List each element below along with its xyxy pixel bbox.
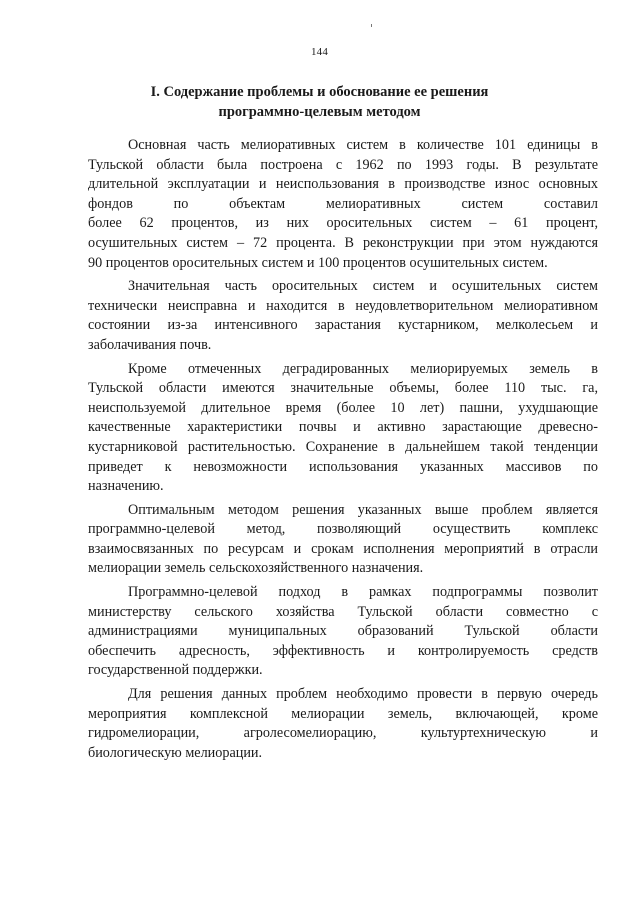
text-line: заболачивания почв.: [88, 336, 212, 353]
paragraph-4: [88, 501, 598, 579]
text-line: взаимосвязанных по ресурсам и срокам исполнения мероприятий в отрасли: [88, 540, 598, 557]
section-heading: [0, 82, 639, 122]
text-line: фондов по объектам мелиоративных систем составил: [88, 195, 598, 212]
text-line: кустарниковой растительностью. Сохранение в дальнейшем такой тенденции: [88, 438, 598, 455]
text-line: Программно-целевой подход в рамках подпрограммы позволит: [128, 584, 598, 601]
text-line: Значительная часть оросительных систем и осушительных систем: [128, 278, 598, 295]
page-number: 144: [310, 46, 329, 58]
text-line: Оптимальным методом решения указанных выше проблем является: [128, 501, 598, 518]
text-line: Тульской области была построена с 1962 по 1993 годы. В результате: [88, 156, 598, 173]
paragraph-6: [88, 685, 598, 763]
text-line: обеспечить адресность, эффективность и контролируемость средств: [88, 642, 598, 659]
text-line: длительной эксплуатации и неиспользования в производстве износ основных: [88, 176, 598, 193]
text-line: осушительных систем – 72 процента. В реконструкции при этом нуждаются: [88, 234, 598, 251]
text-line: Для решения данных проблем необходимо провести в первую очередь: [128, 686, 598, 703]
text-line: технически неисправна и находится в неудовлетворительном мелиоративном: [88, 297, 598, 314]
section-heading-line-2: программно-целевым методом: [218, 104, 421, 120]
text-line: государственной поддержки.: [88, 662, 263, 679]
body-text: [88, 136, 598, 767]
text-line: биологическую мелиорации.: [88, 744, 263, 761]
text-line: Кроме отмеченных деградированных мелиорируемых земель в: [128, 360, 598, 377]
text-line: качественные характеристики почвы и активно зарастающие древесно-: [88, 419, 598, 436]
paragraph-3: [88, 360, 598, 497]
text-line: Основная часть мелиоративных систем в количестве 101 единицы в: [128, 137, 598, 153]
paragraph-2: [88, 277, 598, 355]
text-line: приведет к невозможности использования указанных массивов по: [88, 458, 598, 475]
text-line: мелиорации земель сельскохозяйственного назначения.: [88, 560, 424, 577]
paragraph-1: [88, 136, 598, 273]
scan-mark: [371, 24, 372, 27]
section-heading-line-1: I. Содержание проблемы и обоснование ее решения: [150, 84, 489, 100]
text-line: гидромелиорации, агролесомелиорацию, культуртехническую и: [88, 725, 598, 742]
text-line: назначению.: [88, 478, 164, 495]
paragraph-5: [88, 583, 598, 681]
text-line: программно-целевой метод, позволяющий осуществить комплекс: [88, 521, 598, 538]
text-line: Тульской области имеются значительные объемы, более 110 тыс. га,: [88, 380, 598, 397]
text-line: состоянии из-за интенсивного зарастания кустарником, мелколесьем и: [88, 317, 598, 334]
text-line: неиспользуемой длительное время (более 10 лет) пашни, ухудшающие: [88, 399, 598, 416]
text-line: более 62 процентов, из них оросительных систем – 61 процент,: [88, 215, 598, 232]
text-line: мероприятия комплексной мелиорации земель, включающей, кроме: [88, 705, 598, 722]
text-line: министерству сельского хозяйства Тульской области совместно с: [88, 603, 598, 620]
text-line: 90 процентов оросительных систем и 100 процентов осушительных систем.: [88, 254, 548, 271]
text-line: администрациями муниципальных образований Тульской области: [88, 623, 598, 640]
